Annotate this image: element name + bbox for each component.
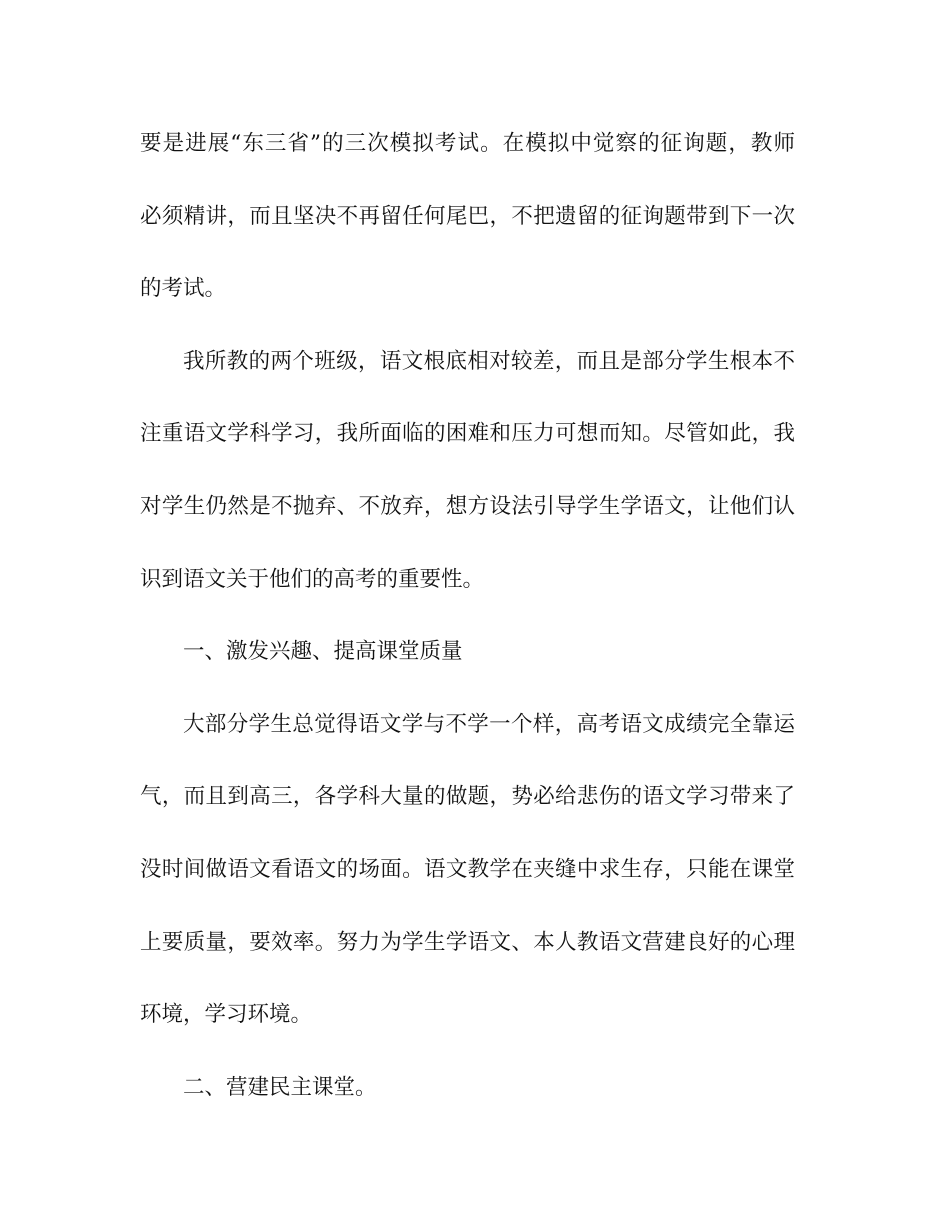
text-line-12: 上要质量，要效率。努力为学生学语文、本人教语文营建良好的心理 — [140, 929, 795, 955]
document-body — [140, 121, 795, 1137]
text-line-5: 注重语文学科学习，我所面临的困难和压力可想而知。尽管如此，我 — [140, 421, 795, 447]
text-line-1: 要是进展“东三省”的三次模拟考试。在模拟中觉察的征询题，教师 — [140, 131, 795, 156]
text-line-10: 气，而且到高三，各学科大量的做题，势必给悲伤的语文学习带来了 — [140, 784, 795, 810]
text-line-4: 我所教的两个班级，语文根底相对较差，而且是部分学生根本不 — [183, 348, 795, 374]
section-heading-1: 一、激发兴趣、提高课堂质量 — [183, 639, 463, 665]
text-line-3: 的考试。 — [140, 276, 227, 302]
text-line-11: 没时间做语文看语文的场面。语文教学在夹缝中求生存，只能在课堂 — [140, 856, 795, 882]
text-line-9: 大部分学生总觉得语文学与不学一个样，高考语文成绩完全靠运 — [183, 711, 795, 737]
text-line-2: 必须精讲，而且坚决不再留任何尾巴，不把遗留的征询题带到下一次 — [140, 203, 795, 229]
section-heading-2: 二、营建民主课堂。 — [183, 1074, 377, 1100]
text-line-13: 环境，学习环境。 — [140, 1002, 313, 1028]
text-line-6: 对学生仍然是不抛弃、不放弃，想方设法引导学生学语文，让他们认 — [140, 493, 795, 519]
text-line-7: 识到语文关于他们的高考的重要性。 — [140, 566, 485, 592]
